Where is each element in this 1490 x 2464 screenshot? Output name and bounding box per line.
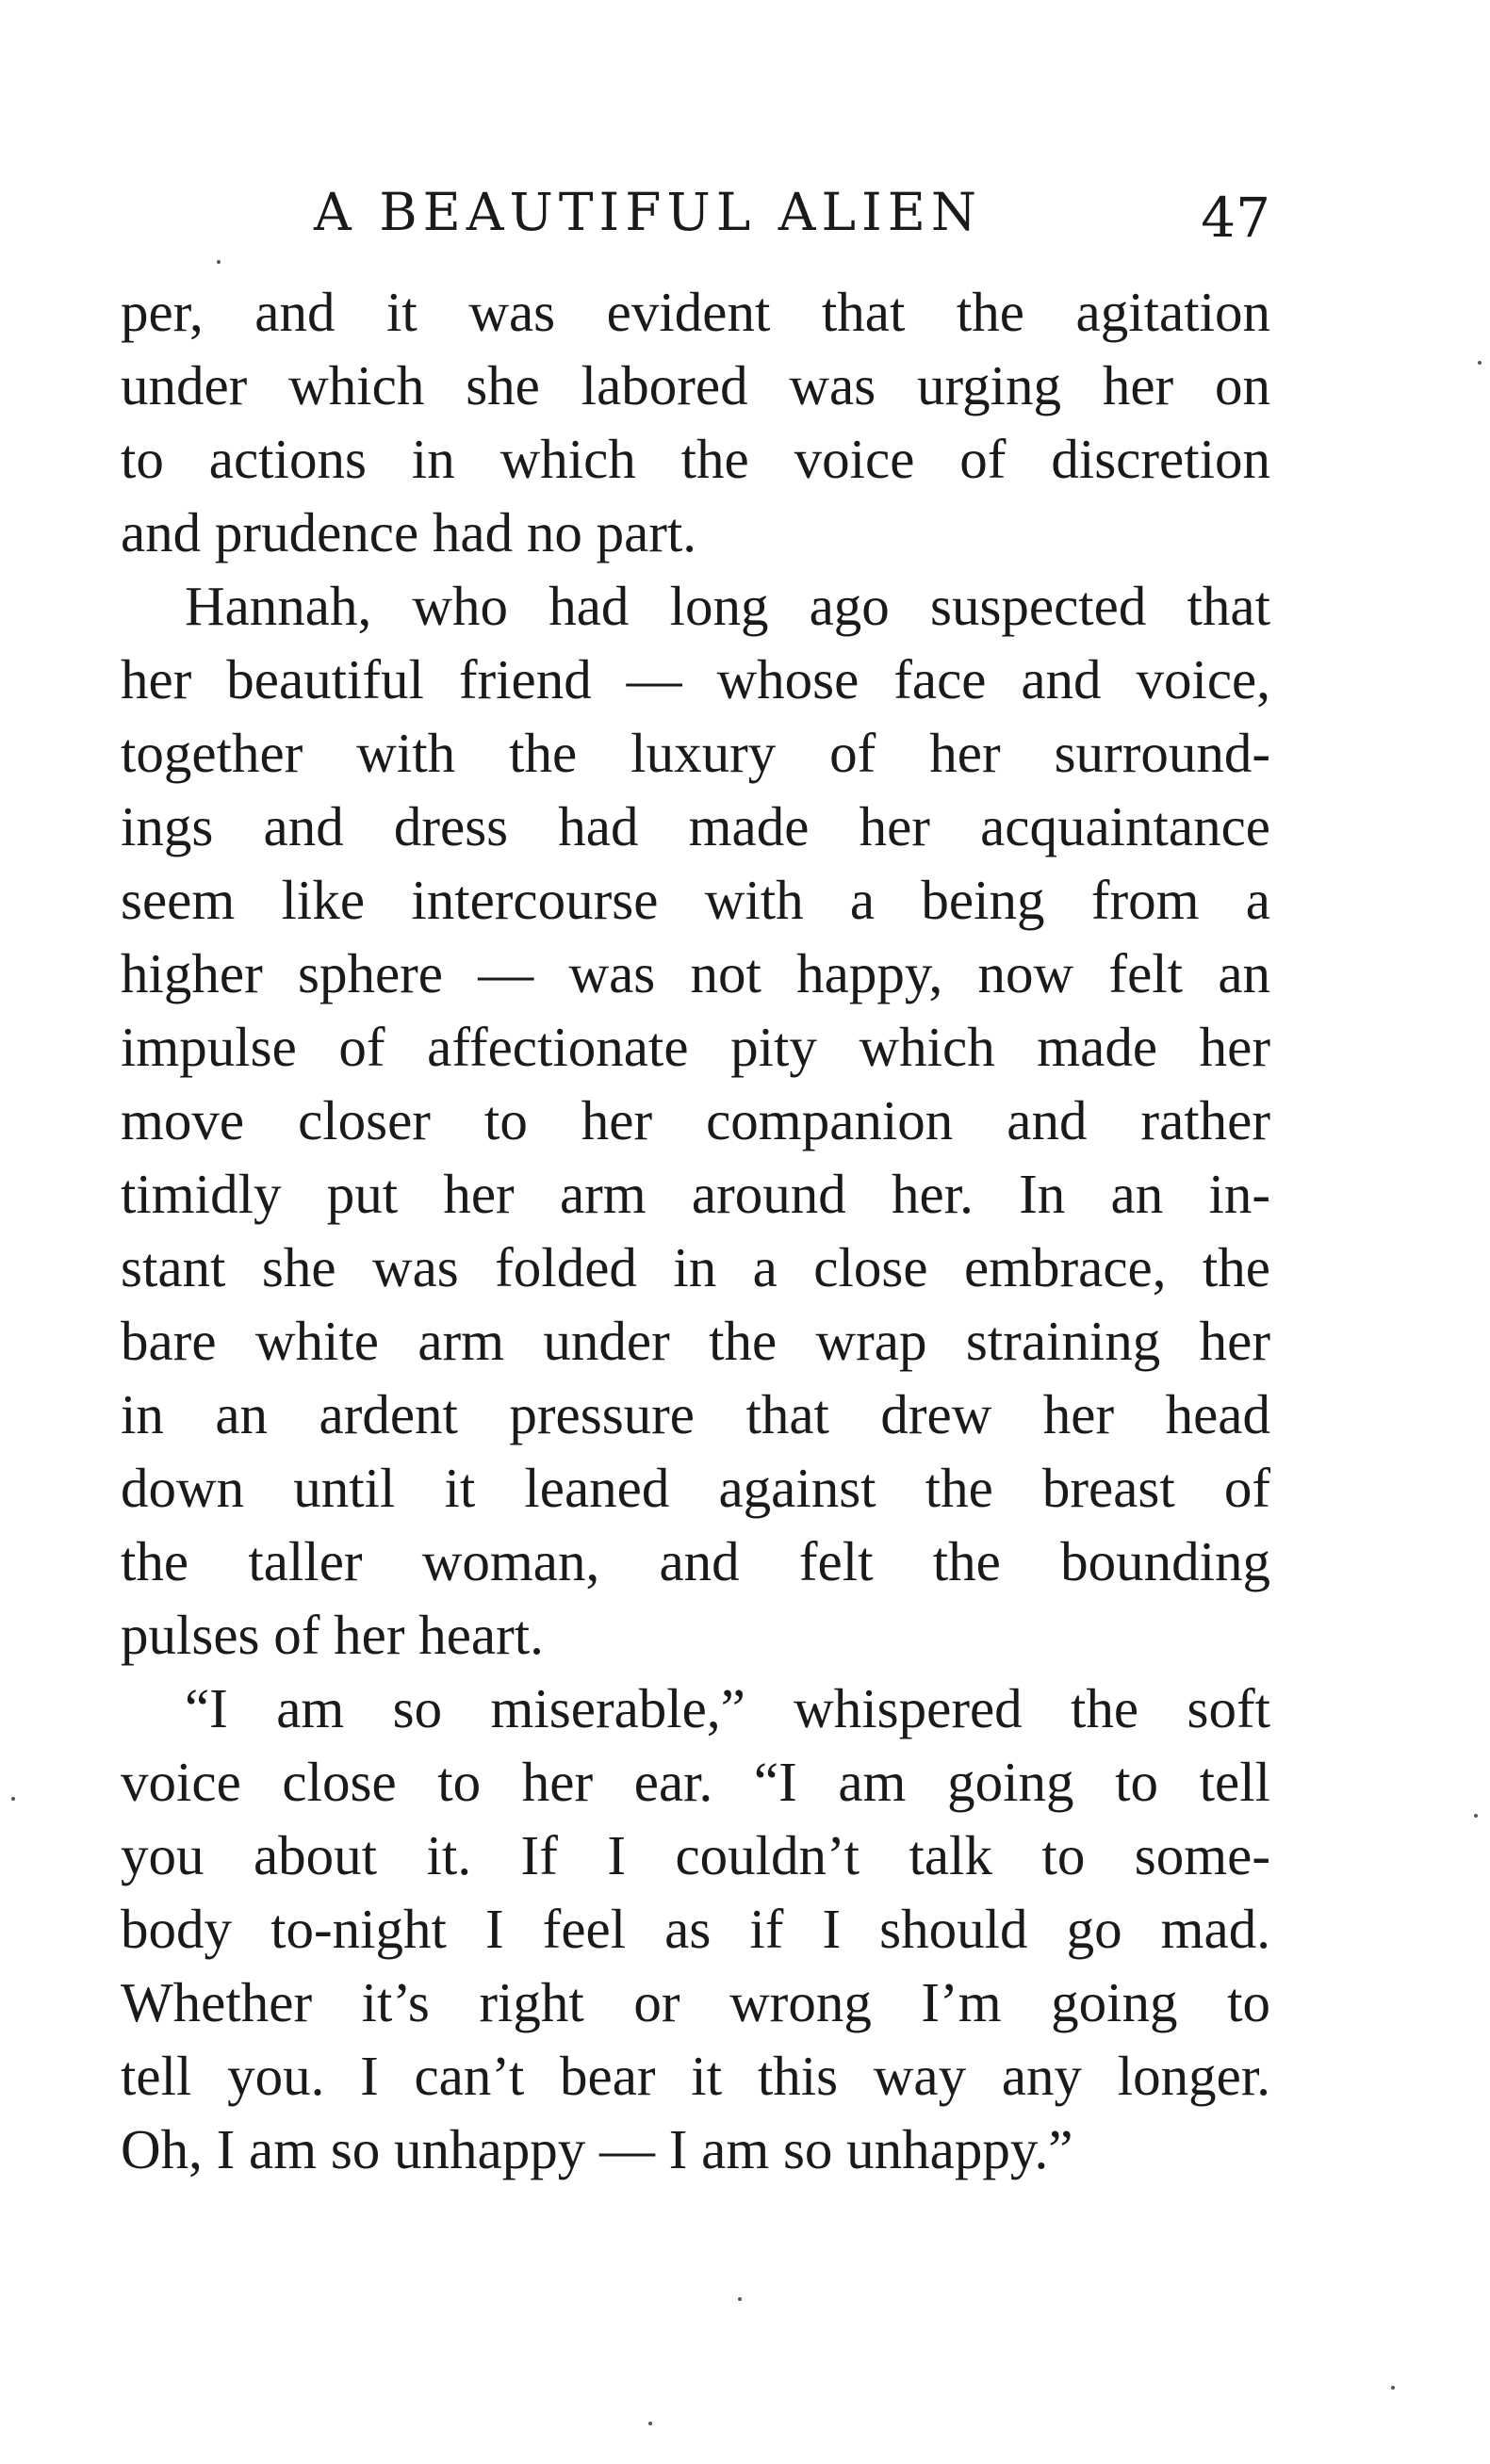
text-line: tell you. I can’t bear it this way any longer. — [121, 2045, 1270, 2107]
body-text — [121, 275, 1270, 2186]
text-line: and prudence had no part. — [121, 501, 697, 563]
text-line: pulses of her heart. — [121, 1604, 544, 1666]
paper-speck — [1474, 1814, 1478, 1818]
text-line: in an ardent pressure that drew her head — [121, 1383, 1270, 1445]
paper-speck — [11, 1797, 15, 1801]
text-line: her beautiful friend — whose face and voice, — [121, 648, 1270, 710]
text-line: the taller woman, and felt the bounding — [121, 1530, 1270, 1592]
running-head — [121, 170, 1270, 254]
text-line: per, and it was evident that the agitation — [121, 281, 1270, 343]
text-line: Oh, I am so unhappy — I am so unhappy.” — [121, 2118, 1073, 2180]
text-line: stant she was folded in a close embrace, the — [121, 1236, 1270, 1298]
text-line: body to-night I feel as if I should go mad. — [121, 1898, 1270, 1960]
text-line: move closer to her companion and rather — [121, 1089, 1270, 1151]
text-line: together with the luxury of her surround- — [121, 722, 1270, 784]
text-line: voice close to her ear. “I am going to tell — [121, 1751, 1270, 1813]
text-line: “I am so miserable,” whispered the soft — [185, 1677, 1270, 1739]
paper-speck — [217, 260, 221, 264]
text-line: impulse of affectionate pity which made her — [121, 1016, 1270, 1078]
text-line: higher sphere — was not happy, now felt an — [121, 942, 1270, 1004]
paper-speck — [1478, 361, 1482, 365]
page-number: 47 — [1201, 186, 1270, 250]
text-line: timidly put her arm around her. In an in- — [121, 1163, 1270, 1225]
text-line: seem like intercourse with a being from a — [121, 869, 1270, 931]
text-line: down until it leaned against the breast of — [121, 1457, 1270, 1519]
text-line: you about it. If I couldn’t talk to some- — [121, 1824, 1270, 1886]
running-title: A BEAUTIFUL ALIEN — [314, 182, 983, 242]
text-line: to actions in which the voice of discretion — [121, 428, 1270, 490]
paper-speck — [1391, 2386, 1395, 2390]
paper-speck — [738, 2297, 742, 2301]
text-line: Hannah, who had long ago suspected that — [185, 575, 1270, 637]
text-line: ings and dress had made her acquaintance — [121, 795, 1270, 857]
paper-speck — [648, 2422, 652, 2425]
text-line: Whether it’s right or wrong I’m going to — [121, 1971, 1270, 2033]
text-line: bare white arm under the wrap straining her — [121, 1310, 1270, 1372]
text-line: under which she labored was urging her on — [121, 354, 1270, 416]
